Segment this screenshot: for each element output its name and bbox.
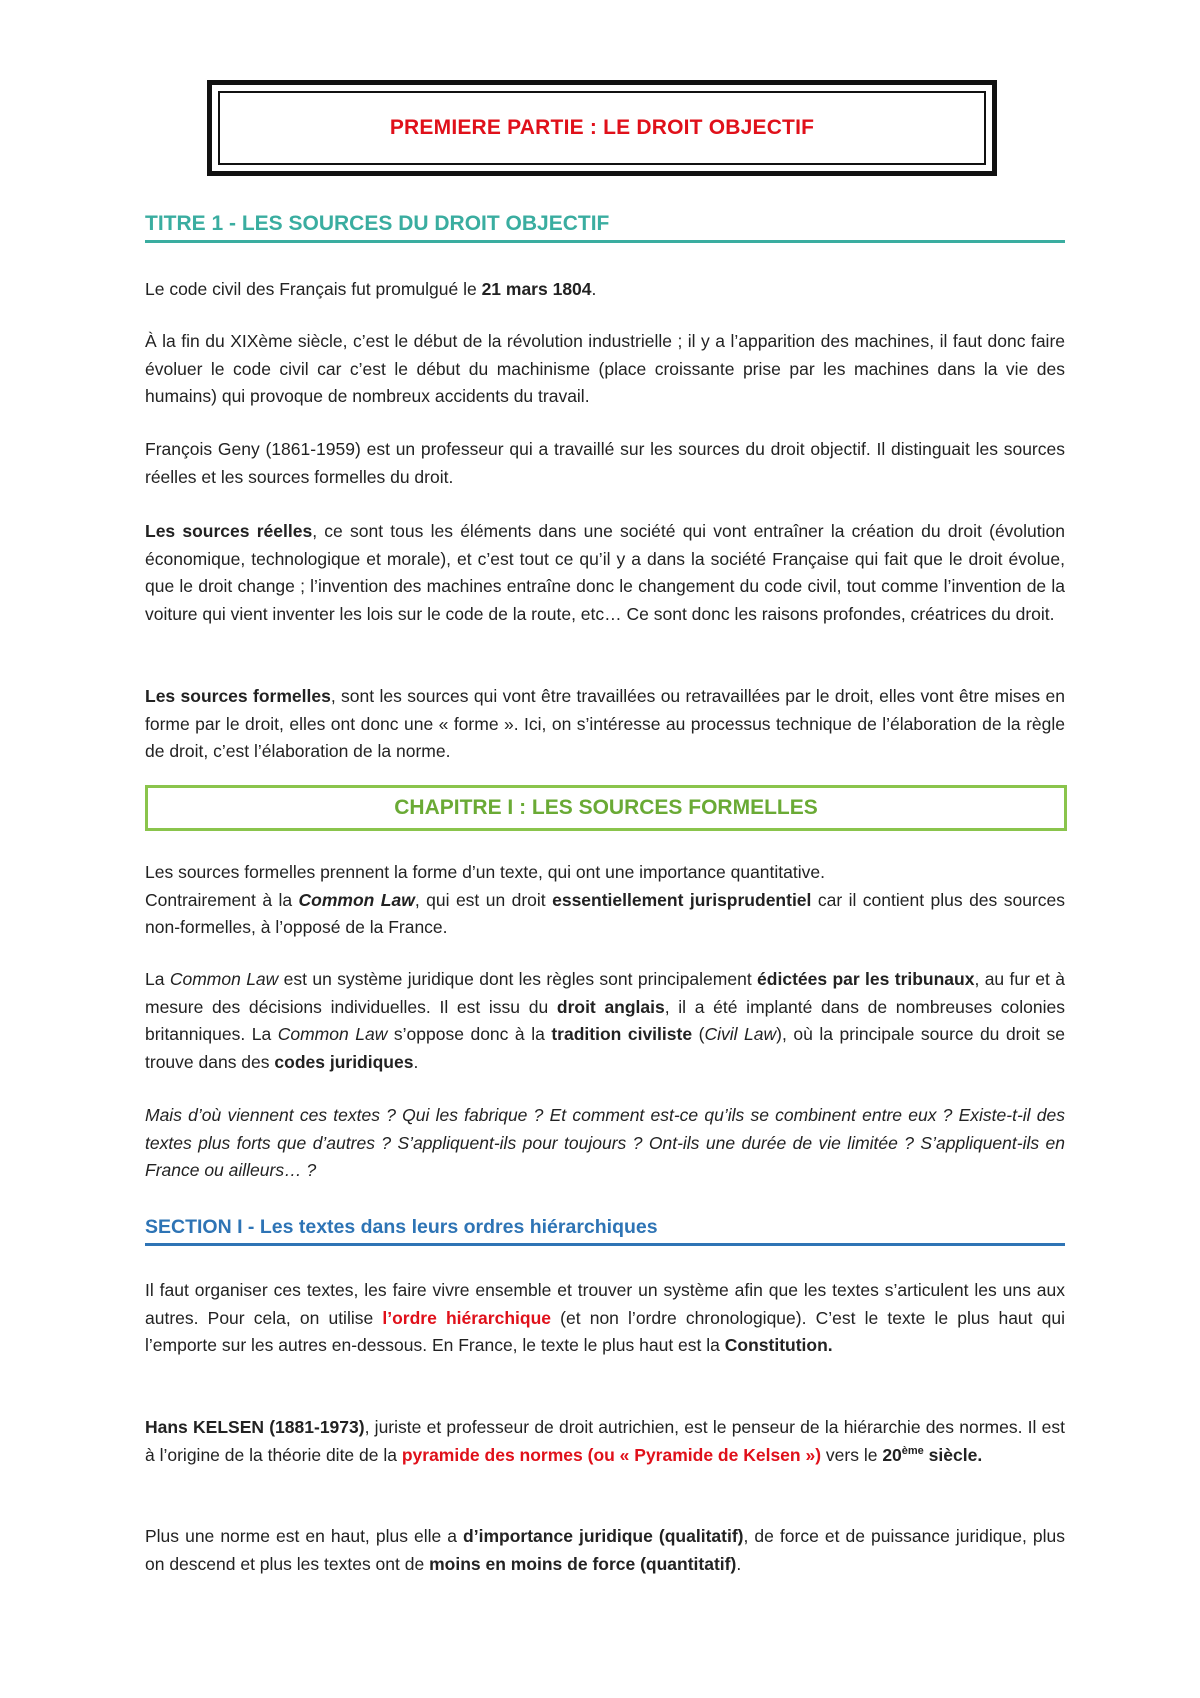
- term-tradition-civiliste: tradition civiliste: [551, 1024, 693, 1044]
- text-span: Il faut organiser ces textes, les faire vivre ensemble et trouver un système afin que les textes s’articulent les uns aux autres. Pour cela, on utilise: [145, 1280, 1065, 1328]
- term-sources-reelles: Les sources réelles: [145, 521, 313, 541]
- term-moins-de-force: moins en moins de force (quantitatif): [429, 1553, 737, 1574]
- paragraph-forme-texte: [145, 859, 1065, 942]
- term-sources-formelles: Les sources formelles: [145, 686, 331, 706]
- text-span: , au fur et à mesure des décisions individuelles. Il est issu du: [145, 969, 1065, 1017]
- paragraph-common-law: [145, 966, 1065, 1076]
- text-span: , qui est un droit: [414, 889, 553, 910]
- part-title: PREMIERE PARTIE : LE DROIT OBJECTIF: [389, 116, 815, 139]
- text-span: .: [736, 1553, 742, 1574]
- term-common-law: Common Law: [169, 969, 279, 989]
- term-droit-anglais: droit anglais: [556, 996, 665, 1017]
- part-title-inner-frame: [218, 91, 986, 165]
- term-century: 20: [882, 1444, 902, 1465]
- text-span: (et non l’ordre chronologique). C’est le texte le plus haut qui l’emporte sur les autres en-dessous. En France, le texte le plus haut est la: [145, 1307, 1066, 1355]
- paragraph-importance-juridique: [145, 1523, 1065, 1578]
- text-span: La: [145, 969, 170, 989]
- text-span: , ce sont tous les éléments dans une société qui vont entraîner la création du droit (évolution économique, technologique et morale), et c’est tout ce qu’il y a dans la société Française qui fait que le droit évolue, que le droit change ; l’invention des machines entraîne donc le changement du code civil, tout comme l’invention de la voiture qui vient inventer les lois sur le code de la route, etc… Ce sont donc les raisons profondes, créatrices du droit.: [145, 521, 1065, 624]
- text-span: est un système juridique dont les règles sont principalement: [278, 969, 758, 989]
- term-jurisprudentiel: essentiellement jurisprudentiel: [552, 889, 812, 910]
- term-siecle: siècle.: [923, 1444, 983, 1465]
- chapter-title: CHAPITRE I : LES SOURCES FORMELLES: [394, 796, 818, 819]
- text-span: .: [591, 279, 597, 299]
- text-span: ), où la principale source du droit se trouve dans des: [145, 1024, 1065, 1072]
- paragraph-code-civil: [145, 276, 1065, 304]
- term-hans-kelsen: Hans KELSEN (1881-1973): [145, 1417, 365, 1437]
- date-bold: 21 mars 1804: [481, 279, 592, 299]
- paragraph-ordre-hierarchique: [145, 1277, 1065, 1360]
- term-common-law: Common Law: [298, 889, 415, 910]
- paragraph-revolution-industrielle: À la fin du XIXème siècle, c’est le début de la révolution industrielle ; il y a l’apparition des machines, il faut donc faire évoluer le code civil car c’est le début du machinisme (place croissante prise par les machines dans la vie des humains) qui provoque de nombreux accidents du travail.: [145, 331, 1065, 406]
- paragraph-sources-formelles: [145, 683, 1065, 766]
- paragraph-kelsen: [145, 1414, 1065, 1469]
- paragraph-francois-geny: François Geny (1861-1959) est un professeur qui a travaillé sur les sources du droit objectif. Il distinguait les sources réelles et les sources formelles du droit.: [145, 439, 1065, 487]
- term-tribunaux: édictées par les tribunaux: [757, 969, 975, 989]
- text-span: , de force et de puissance juridique, plus on descend et plus les textes ont de: [145, 1526, 1066, 1574]
- text-span: Plus une norme est en haut, plus elle a: [145, 1526, 464, 1546]
- term-common-law: Common Law: [277, 1024, 388, 1044]
- text-span: car il contient plus des sources non-formelles, à l’opposé de la France.: [145, 889, 1065, 937]
- text-span: , sont les sources qui vont être travaillées ou retravaillées par le droit, elles vont être mises en forme par le droit, elles ont donc une « forme ». Ici, on s’intéresse au processus technique de l’élaboration de la règle de droit, c’est l’élaboration de la norme.: [145, 686, 1065, 761]
- text-span: , juriste et professeur de droit autrichien, est le penseur de la hiérarchie des normes. Il est à l’origine de la théorie dite de la: [145, 1417, 1065, 1465]
- titre-heading: TITRE 1 - LES SOURCES DU DROIT OBJECTIF: [145, 212, 1065, 243]
- text-span: Le code civil des Français fut promulgué le: [145, 279, 482, 299]
- text-span: vers le: [821, 1444, 883, 1465]
- part-title-box: [207, 80, 997, 176]
- text-span: , il a été implanté dans de nombreuses colonies britanniques. La: [145, 996, 1065, 1044]
- term-pyramide-des-normes: pyramide des normes (ou « Pyramide de Kelsen »): [401, 1444, 822, 1465]
- term-civil-law: Civil Law: [704, 1024, 777, 1044]
- paragraph-sources-reelles: [145, 518, 1065, 628]
- text-span: Contrairement à la: [145, 889, 299, 910]
- superscript-eme: ème: [901, 1444, 924, 1457]
- text-span: s’oppose donc à la: [387, 1024, 552, 1044]
- paragraph-questions: Mais d’où viennent ces textes ? Qui les fabrique ? Et comment est-ce qu’ils se combinent entre eux ? Existe-t-il des textes plus forts que d’autres ? S’appliquent-ils pour toujours ? Ont-ils une durée de vie limitée ? S’appliquent-ils en France ou ailleurs… ?: [145, 1105, 1065, 1180]
- term-importance-juridique: d’importance juridique (qualitatif): [463, 1526, 744, 1546]
- text-span: (: [692, 1024, 705, 1044]
- section-heading: SECTION I - Les textes dans leurs ordres hiérarchiques: [145, 1216, 1065, 1246]
- term-ordre-hierarchique: l’ordre hiérarchique: [382, 1307, 551, 1328]
- term-constitution: Constitution.: [724, 1335, 833, 1355]
- term-codes-juridiques: codes juridiques: [274, 1051, 414, 1072]
- chapter-title-box: [145, 785, 1067, 831]
- text-span: Les sources formelles prennent la forme d’un texte, qui ont une importance quantitative.: [145, 862, 825, 882]
- text-span: .: [413, 1051, 419, 1072]
